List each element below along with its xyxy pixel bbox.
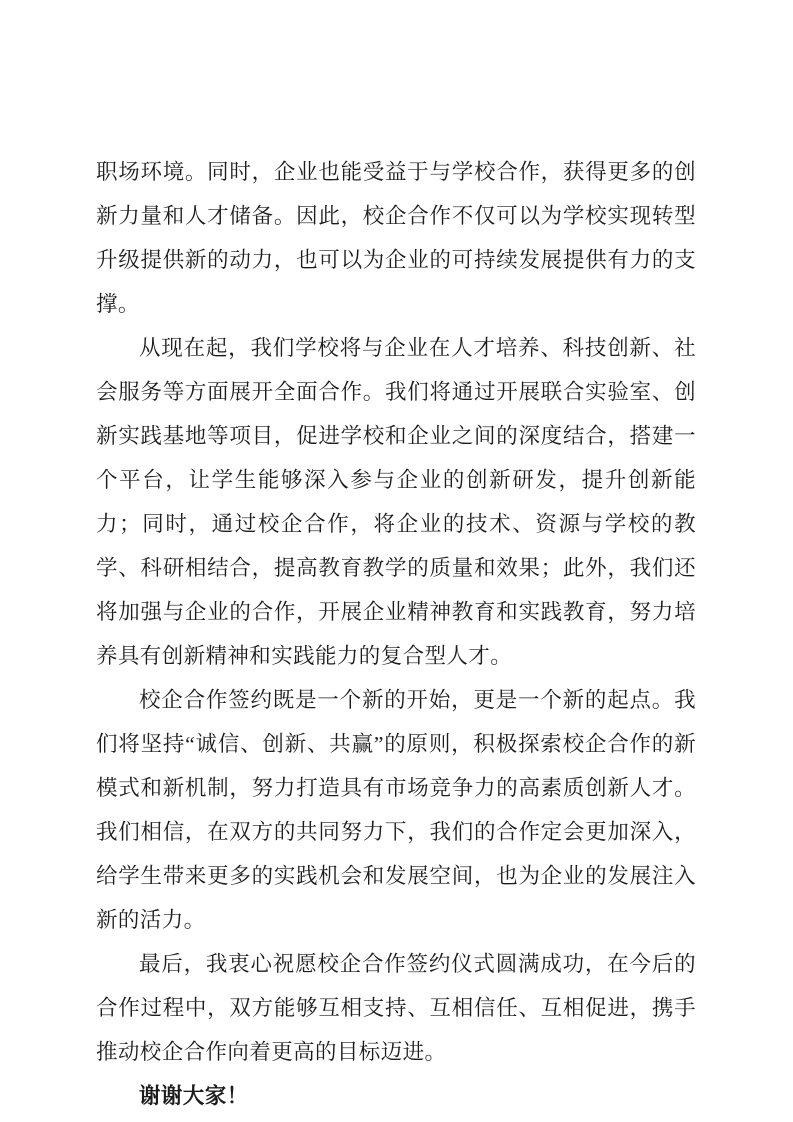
paragraph: 职场环境。同时，企业也能受益于与学校合作，获得更多的创新力量和人才储备。因此，校企合作不仅可以为学校实现转型升级提供新的动力，也可以为企业的可持续发展提供有力的支撑。 — [96, 160, 696, 316]
paragraph: 最后，我衷心祝愿校企合作签约仪式圆满成功，在今后的合作过程中，双方能够互相支持、互相信任、互相促进，携手推动校企合作向着更高的目标迈进。 — [96, 952, 696, 1064]
closing-paragraph: 谢谢大家！ — [139, 1084, 249, 1108]
paragraph: 校企合作签约既是一个新的开始，更是一个新的起点。我们将坚持“诚信、创新、共赢”的原则，积极探索校企合作的新模式和新机制，努力打造具有市场竞争力的高素质创新人才。我们相信，在双方的共同努力下，我们的合作定会更加深入，给学生带来更多的实践机会和发展空间，也为企业的发展注入新的活力。 — [96, 688, 696, 932]
paragraph: 从现在起，我们学校将与企业在人才培养、科技创新、社会服务等方面展开全面合作。我们将通过开展联合实验室、创新实践基地等项目，促进学校和企业之间的深度结合，搭建一个平台，让学生能够深入参与企业的创新研发，提升创新能力；同时，通过校企合作，将企业的技术、资源与学校的教学、科研相结合，提高教育教学的质量和效果；此外，我们还将加强与企业的合作，开展企业精神教育和实践教育，努力培养具有创新精神和实践能力的复合型人才。 — [96, 336, 696, 668]
document-body — [96, 150, 696, 1118]
